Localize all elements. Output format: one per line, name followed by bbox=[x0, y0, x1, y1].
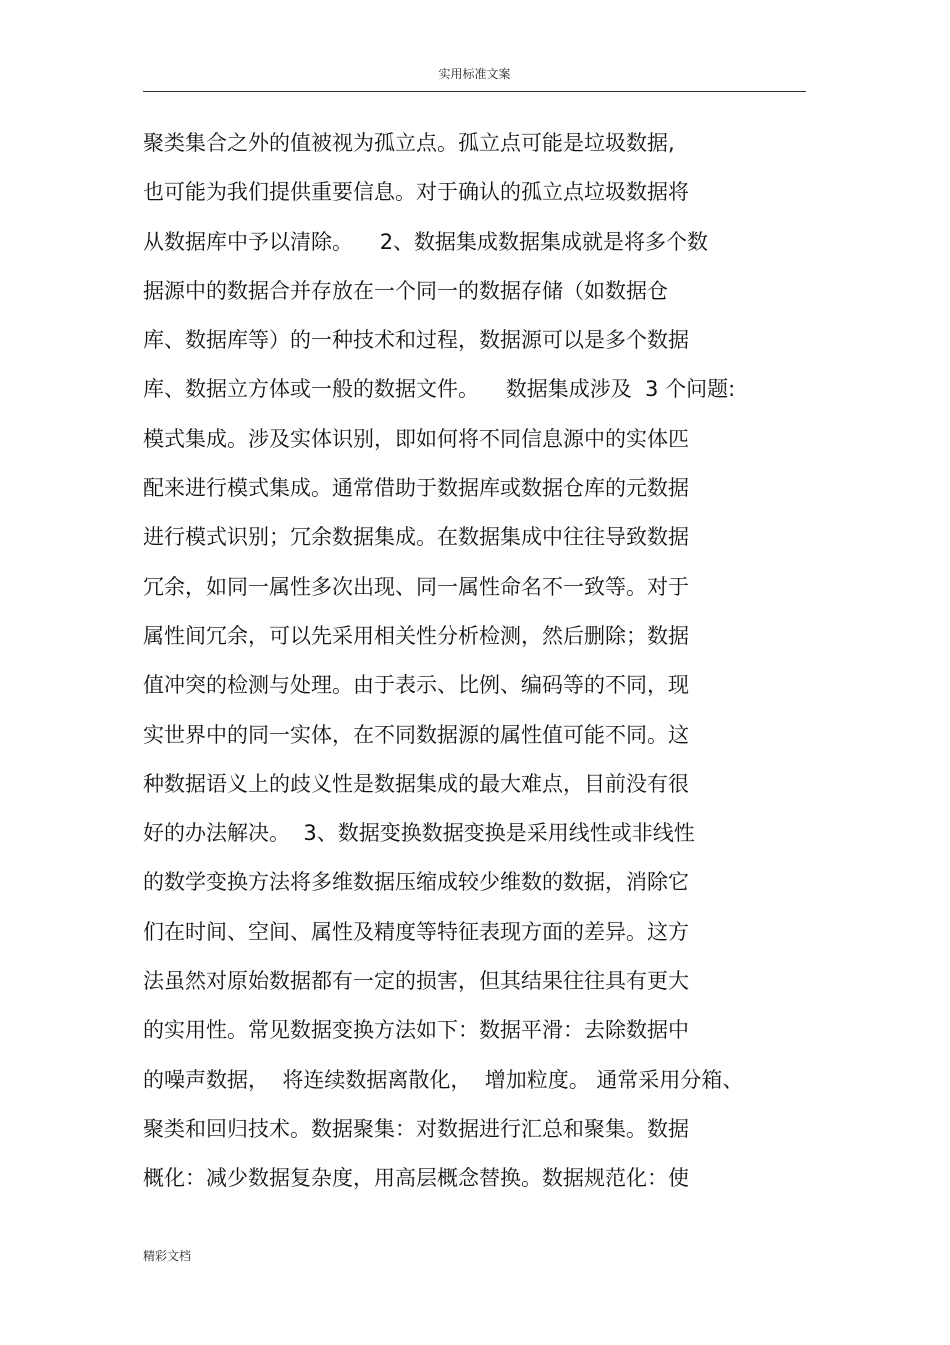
text-line-18: 法虽然对原始数据都有一定的损害，但其结果往往具有更大 bbox=[143, 969, 689, 994]
page-header: 实用标准文案 bbox=[438, 67, 511, 81]
text-line-3: 从数据库中予以清除。 2、数据集成数据集成就是将多个数 bbox=[143, 229, 709, 254]
text-line-17: 们在时间、空间、属性及精度等特征表现方面的差异。这方 bbox=[143, 919, 689, 944]
text-line-22: 概化：减少数据复杂度，用高层概念替换。数据规范化：使 bbox=[143, 1166, 689, 1191]
text-line-9: 进行模式识别；冗余数据集成。在数据集成中往往导致数据 bbox=[143, 525, 689, 550]
text-line-2: 也可能为我们提供重要信息。对于确认的孤立点垃圾数据将 bbox=[143, 180, 689, 205]
text-line-4: 据源中的数据合并存放在一个同一的数据存储（如数据仓 bbox=[143, 278, 668, 303]
document-body bbox=[143, 122, 823, 1207]
text-line-6: 库、数据立方体或一般的数据文件。 数据集成涉及 3 个问题: bbox=[143, 377, 736, 402]
text-line-11: 属性间冗余，可以先采用相关性分析检测，然后删除；数据 bbox=[143, 623, 689, 648]
text-line-13: 实世界中的同一实体，在不同数据源的属性值可能不同。这 bbox=[143, 722, 689, 747]
text-line-21: 聚类和回归技术。数据聚集：对数据进行汇总和聚集。数据 bbox=[143, 1116, 689, 1141]
text-line-1: 聚类集合之外的值被视为孤立点。孤立点可能是垃圾数据, bbox=[143, 131, 675, 155]
text-line-7: 模式集成。涉及实体识别，即如何将不同信息源中的实体匹 bbox=[143, 426, 689, 451]
text-line-14: 种数据语义上的歧义性是数据集成的最大难点，目前没有很 bbox=[143, 771, 689, 796]
text-line-20: 的噪声数据， 将连续数据离散化， 增加粒度。 通常采用分箱、 bbox=[143, 1067, 744, 1092]
text-line-10: 冗余，如同一属性多次出现、同一属性命名不一致等。对于 bbox=[143, 574, 689, 599]
header-divider bbox=[143, 91, 806, 92]
text-line-8: 配来进行模式集成。通常借助于数据库或数据仓库的元数据 bbox=[143, 476, 689, 501]
text-line-15: 好的办法解决。 3、数据变换数据变换是采用线性或非线性 bbox=[143, 821, 695, 846]
text-line-12: 值冲突的检测与处理。由于表示、比例、编码等的不同，现 bbox=[143, 673, 689, 698]
text-line-16: 的数学变换方法将多维数据压缩成较少维数的数据，消除它 bbox=[143, 870, 689, 895]
page-footer: 精彩文档 bbox=[143, 1249, 192, 1263]
text-line-5: 库、数据库等）的一种技术和过程，数据源可以是多个数据 bbox=[143, 328, 689, 353]
text-line-19: 的实用性。常见数据变换方法如下：数据平滑：去除数据中 bbox=[143, 1018, 689, 1043]
